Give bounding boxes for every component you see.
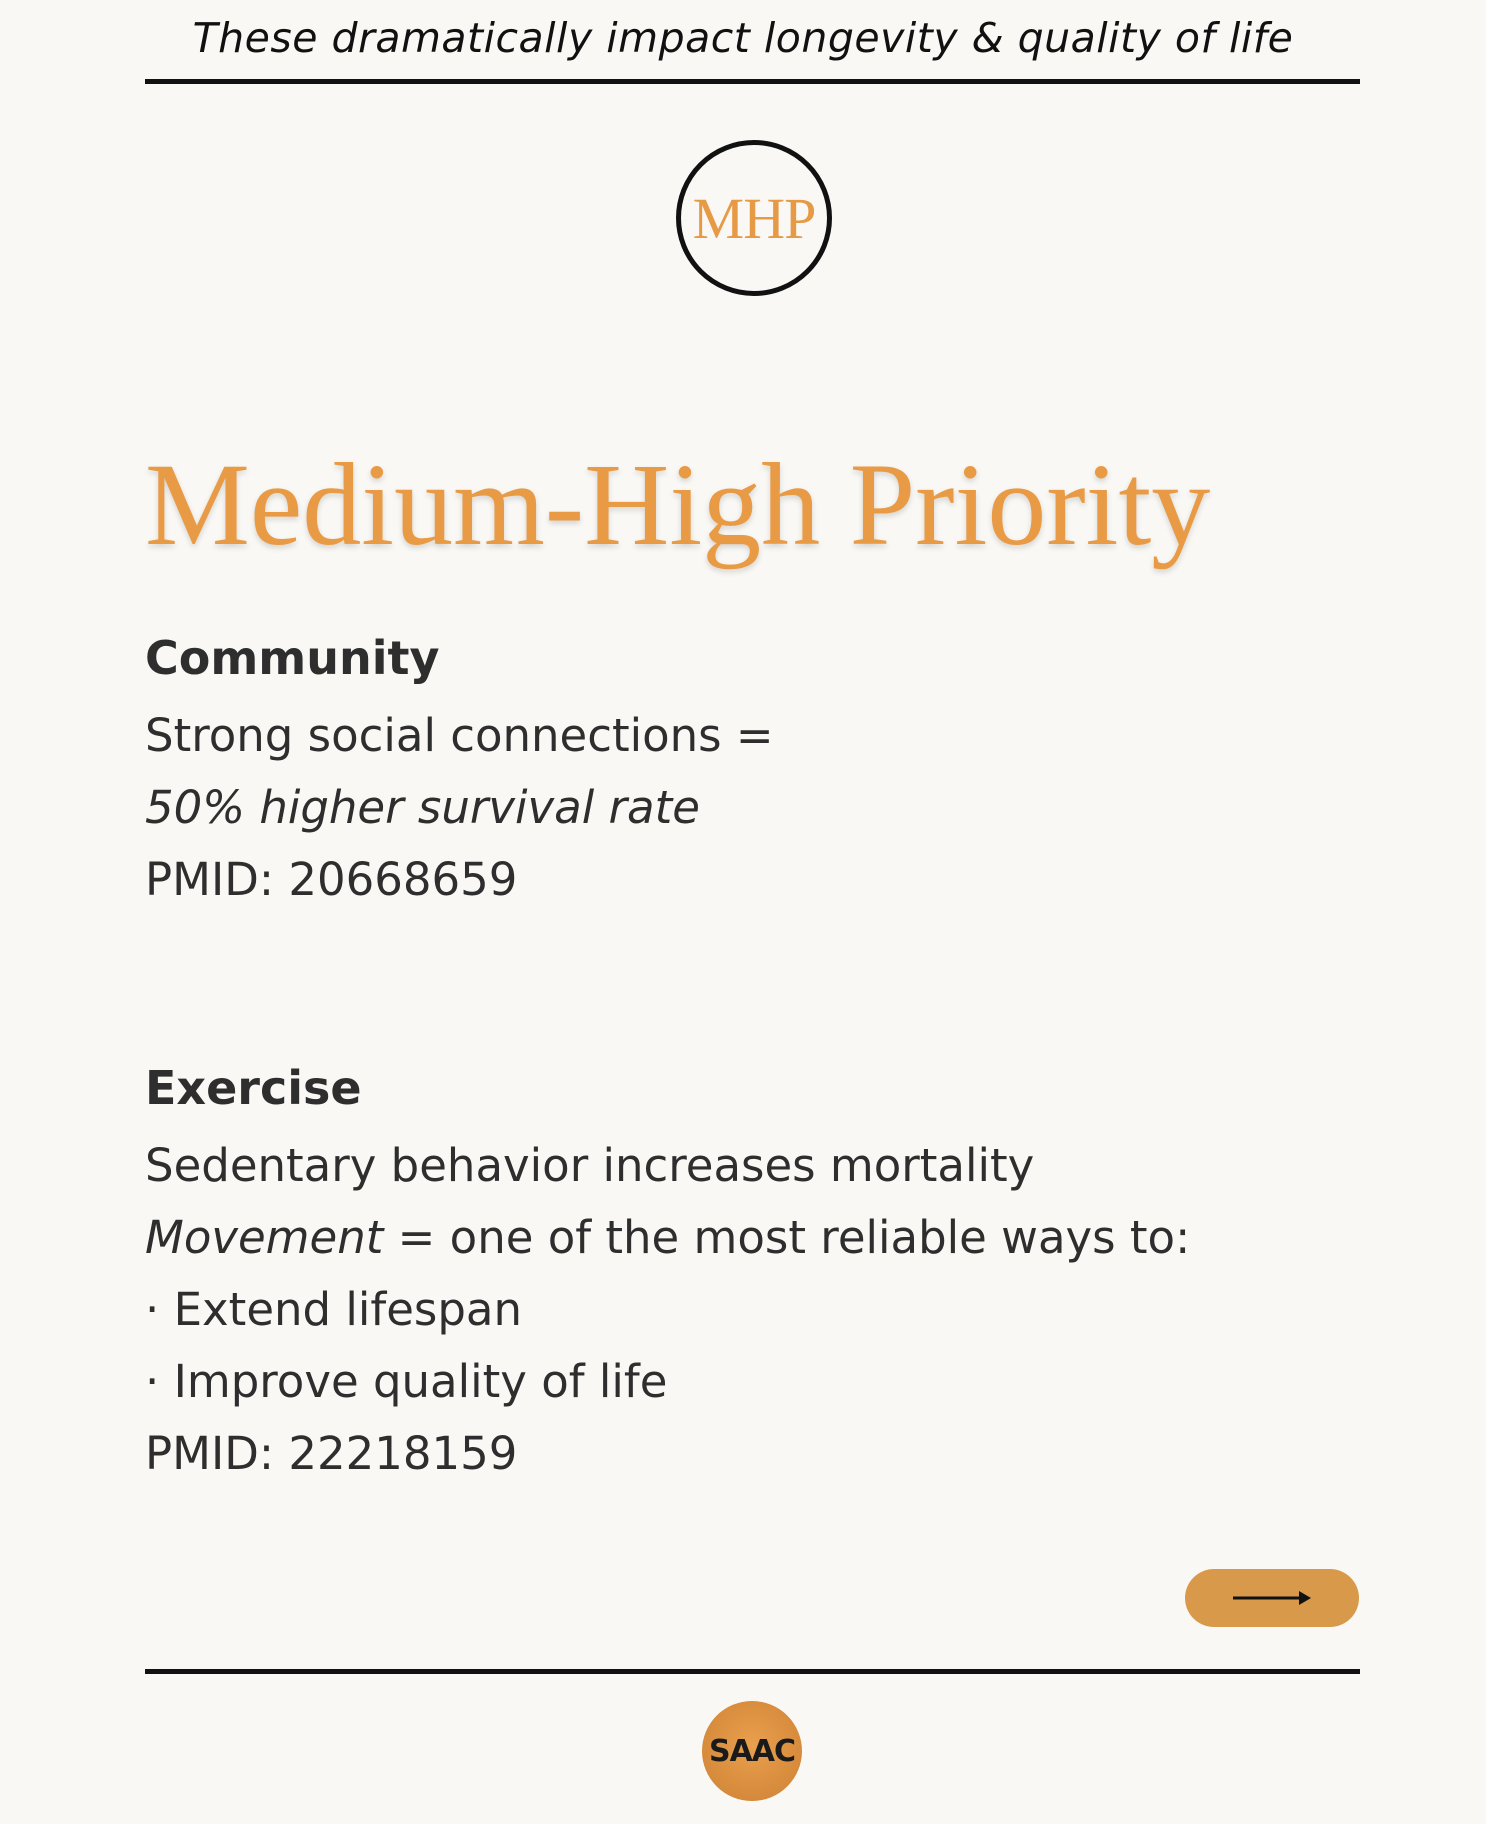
exercise-line-2 (145, 1202, 1360, 1274)
exercise-bullet-1: · Extend lifespan (145, 1283, 523, 1336)
community-line-1: Strong social connections = (145, 709, 774, 762)
arrow-right-icon (1231, 1588, 1313, 1608)
community-line-2: 50% higher survival rate (145, 781, 700, 834)
exercise-pmid: PMID: 22218159 (145, 1427, 518, 1480)
community-pmid: PMID: 20668659 (145, 853, 518, 906)
saac-badge-text: SAAC (708, 1733, 796, 1769)
exercise-line-2-rest: = one of the most reliable ways to: (383, 1211, 1191, 1264)
exercise-section (145, 1058, 1360, 1490)
bottom-divider (145, 1669, 1360, 1674)
saac-badge (702, 1701, 802, 1801)
community-title: Community (145, 631, 440, 685)
exercise-line-1: Sedentary behavior increases mortality (145, 1139, 1035, 1192)
community-section (145, 628, 1360, 916)
mhp-logo (676, 140, 832, 296)
exercise-movement-word: Movement (145, 1211, 384, 1264)
next-button[interactable] (1185, 1569, 1359, 1627)
exercise-title: Exercise (145, 1061, 362, 1115)
header-tagline: These dramatically impact longevity & quality of life (192, 14, 1294, 62)
top-divider (145, 79, 1360, 84)
mhp-logo-text: MHP (692, 185, 816, 251)
page-title: Medium-High Priority (145, 439, 1211, 570)
exercise-bullet-2: · Improve quality of life (145, 1355, 668, 1408)
